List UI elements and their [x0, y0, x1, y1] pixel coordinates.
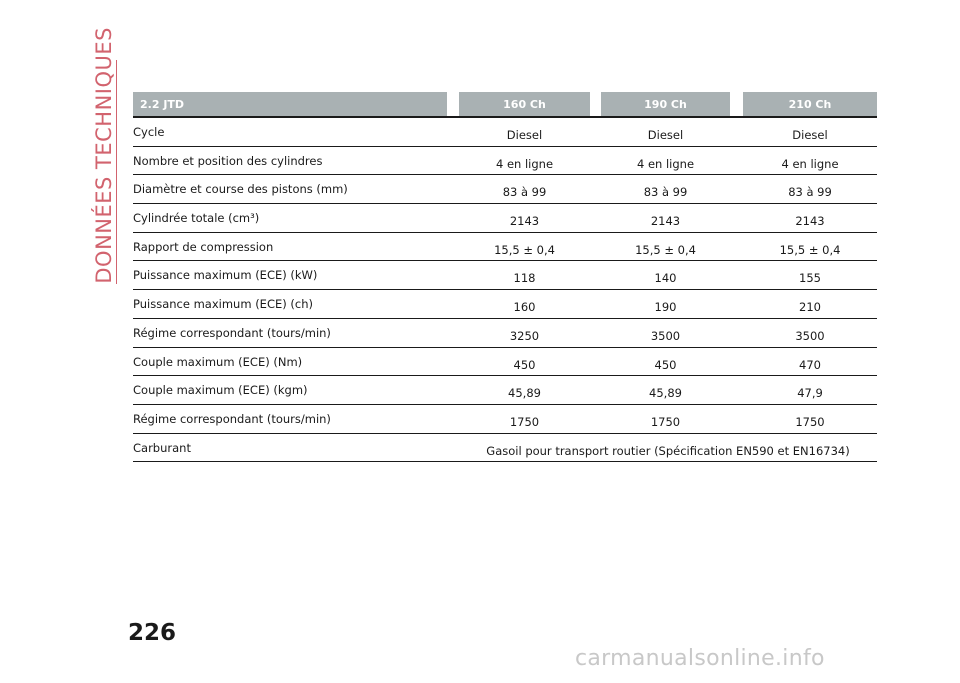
table-header: [133, 92, 877, 116]
header-190ch: 190 Ch: [601, 92, 730, 116]
row-value-190: 4 en ligne: [636, 156, 695, 171]
table-row: [133, 376, 877, 405]
row-value-210: Diesel: [792, 128, 828, 142]
row-value-210: 83 à 99: [788, 185, 832, 200]
table-row: [133, 290, 877, 319]
table-row: [133, 118, 877, 147]
row-label: Rapport de compression: [133, 239, 274, 254]
section-title-text: DONNÉES TECHNIQUES: [92, 27, 116, 284]
row-value-190: 140: [654, 271, 677, 286]
table-row: [133, 319, 877, 348]
row-value-210: 3500: [795, 328, 825, 343]
row-label: Régime correspondant (tours/min): [133, 325, 331, 340]
row-value-210: 210: [799, 300, 821, 315]
row-label: Couple maximum (ECE) (kgm): [133, 383, 308, 398]
row-value-160: 83 à 99: [502, 185, 547, 200]
row-value-190: Diesel: [647, 128, 684, 142]
header-210ch: 210 Ch: [743, 92, 877, 116]
row-value-190: 83 à 99: [643, 185, 688, 200]
row-value-190: 450: [654, 357, 677, 372]
row-value-160: 1750: [509, 414, 540, 429]
row-value-190: 190: [654, 300, 677, 315]
header-160ch: 160 Ch: [459, 92, 590, 116]
section-title: [84, 27, 124, 284]
row-label: Puissance maximum (ECE) (kW): [133, 268, 318, 283]
table-row-fuel: [133, 434, 877, 463]
row-label: Diamètre et course des pistons (mm): [133, 182, 348, 197]
row-value-160: 450: [513, 357, 536, 372]
row-value-210: 155: [799, 271, 821, 286]
row-label: Régime correspondant (tours/min): [133, 411, 331, 426]
row-value-fuel: Gasoil pour transport routier (Spécification EN590 et EN16734): [486, 443, 850, 458]
row-value-210: 1750: [795, 414, 825, 429]
row-value-160: 45,89: [508, 386, 541, 401]
table-row: [133, 204, 877, 233]
row-value-190: 3500: [650, 328, 681, 343]
row-label: Cycle: [133, 125, 165, 139]
row-value-160: 160: [513, 300, 536, 315]
page-number: 226: [128, 620, 177, 646]
row-value-210: 47,9: [797, 386, 823, 401]
row-value-190: 1750: [650, 414, 681, 429]
table-row: [133, 147, 877, 176]
table-row: [133, 175, 877, 204]
row-value-210: 470: [799, 357, 821, 372]
row-value-190: 45,89: [649, 386, 682, 401]
row-value-210: 4 en ligne: [781, 156, 839, 171]
row-value-160: Diesel: [506, 128, 543, 142]
watermark-text: carmanualsonline.info: [575, 646, 825, 671]
row-value-160: 15,5 ± 0,4: [494, 242, 555, 257]
table-row: [133, 405, 877, 434]
row-label: Carburant: [133, 440, 191, 455]
row-value-190: 2143: [650, 214, 681, 229]
section-title-rule: [116, 60, 117, 284]
table-row: [133, 233, 877, 262]
spec-table: [133, 92, 877, 462]
header-engine: 2.2 JTD: [133, 92, 447, 116]
row-label: Cylindrée totale (cm³): [133, 211, 260, 226]
row-value-210: 2143: [795, 214, 825, 229]
row-label: Couple maximum (ECE) (Nm): [133, 354, 303, 369]
table-row: [133, 348, 877, 377]
row-value-160: 2143: [509, 214, 540, 229]
table-row: [133, 261, 877, 290]
row-label: Nombre et position des cylindres: [133, 153, 323, 168]
row-value-160: 3250: [509, 328, 540, 343]
row-value-160: 4 en ligne: [495, 156, 554, 171]
row-label: Puissance maximum (ECE) (ch): [133, 297, 313, 312]
row-value-160: 118: [513, 271, 536, 286]
row-value-210: 15,5 ± 0,4: [779, 242, 841, 257]
row-value-190: 15,5 ± 0,4: [635, 242, 696, 257]
